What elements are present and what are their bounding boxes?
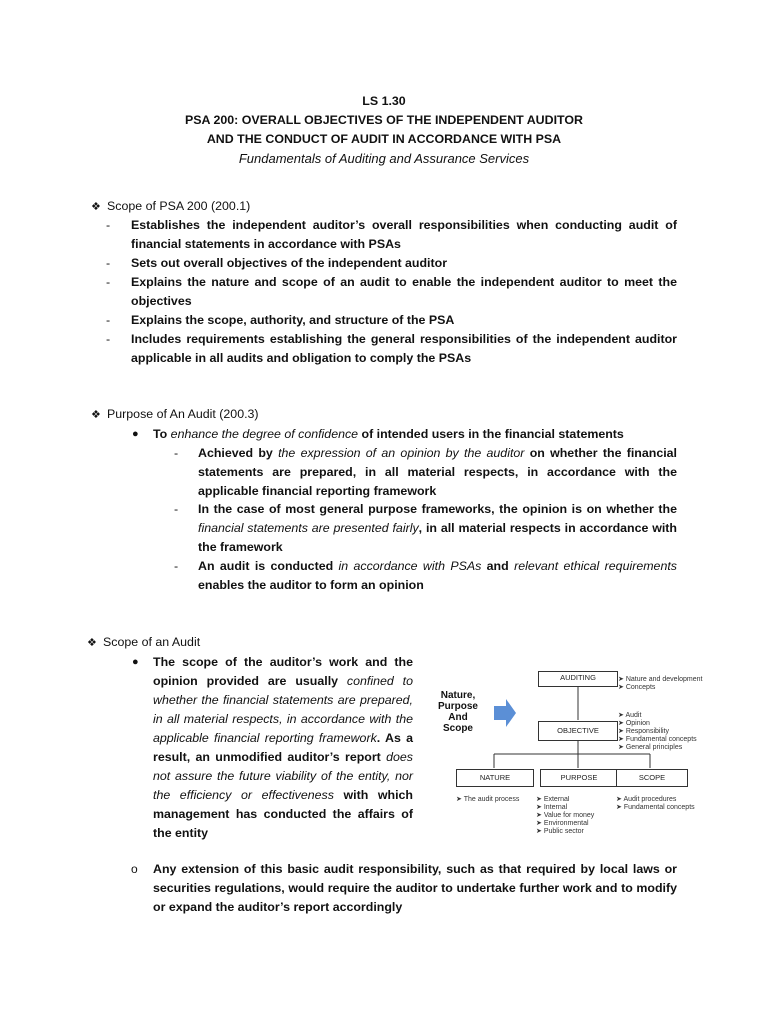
- heading-text: Purpose of An Audit (200.3): [107, 407, 259, 421]
- dash-icon: -: [174, 446, 179, 460]
- sub-item: Achieved by the expression of an opinion by the auditor on whether the financial statements are prepared, in all material respects, in accordance with the applicable financial reporting framework: [198, 446, 677, 498]
- bullet-item: The scope of the auditor’s work and the opinion provided are usually confined to whether the financial statements are prepared, in all material respects, in accordance with the applicable financial reporting framework. As a result, an unmodified auditor’s report does not assure the future viability of the entity, nor the efficiency or effectiveness with which management has conducted the affairs of the entity: [153, 655, 413, 840]
- auditing-list: ➤ Nature and development ➤ Concepts: [618, 676, 703, 691]
- purpose-box: PURPOSE: [540, 769, 618, 787]
- auditing-box: AUDITING: [538, 671, 618, 687]
- bullet-icon: ●: [132, 428, 139, 440]
- dash-icon: -: [106, 332, 111, 346]
- bullet-icon: ●: [132, 656, 139, 668]
- sub-item: Any extension of this basic audit responsibility, such as that required by local laws or securities regulations, would require the auditor to undertake further work and to modify or expand the auditor’s report accordingly: [153, 862, 677, 914]
- scope-box: SCOPE: [616, 769, 688, 787]
- section-heading-scope-psa: [91, 197, 250, 217]
- arrow-right-icon: [494, 699, 516, 727]
- title-line-1: PSA 200: OVERALL OBJECTIVES OF THE INDEPENDENT AUDITOR: [185, 113, 583, 127]
- nature-box: NATURE: [456, 769, 534, 787]
- section-heading-scope-audit: [87, 633, 200, 653]
- diamond-bullet-icon: ❖: [91, 201, 101, 213]
- objective-list: ➤ Audit ➤ Opinion ➤ Responsibility ➤ Fundamental concepts ➤ General principles: [618, 712, 697, 751]
- bullet-item: To enhance the degree of confidence of intended users in the financial statements: [153, 427, 624, 441]
- section-heading-purpose: [91, 405, 259, 425]
- list-item: Explains the nature and scope of an audit to enable the independent auditor to meet the objectives: [131, 275, 677, 308]
- dash-icon: -: [106, 218, 111, 232]
- dash-icon: -: [106, 275, 111, 289]
- scope-list: ➤ Audit procedures ➤ Fundamental concepts: [616, 796, 695, 811]
- title-line-2: AND THE CONDUCT OF AUDIT IN ACCORDANCE WITH PSA: [206, 132, 562, 146]
- audit-diagram: [432, 662, 722, 834]
- sub-item: In the case of most general purpose frameworks, the opinion is on whether the financial statements are presented fairly, in all material respects in accordance with the framework: [198, 502, 678, 554]
- dash-icon: -: [174, 559, 179, 573]
- dash-icon: -: [106, 313, 111, 327]
- heading-text: Scope of PSA 200 (200.1): [107, 199, 251, 213]
- sub-item: An audit is conducted in accordance with PSAs and relevant ethical requirements enables the auditor to form an opinion: [198, 559, 677, 592]
- circle-bullet-icon: o: [131, 862, 138, 876]
- objective-box: OBJECTIVE: [538, 721, 618, 741]
- diagram-left-label: Nature, Purpose And Scope: [437, 690, 478, 734]
- diamond-bullet-icon: ❖: [87, 637, 97, 649]
- dash-icon: -: [106, 256, 111, 270]
- diamond-bullet-icon: ❖: [91, 409, 101, 421]
- list-item: Explains the scope, authority, and structure of the PSA: [131, 313, 455, 327]
- nature-list: ➤ The audit process: [456, 796, 520, 803]
- subtitle: Fundamentals of Auditing and Assurance Services: [238, 151, 530, 166]
- list-item: Includes requirements establishing the general responsibilities of the independent auditor applicable in all audits and obligation to comply the PSAs: [131, 332, 677, 365]
- lesson-code: LS 1.30: [362, 94, 406, 108]
- dash-icon: -: [174, 502, 179, 516]
- purpose-list: ➤ External ➤ Internal ➤ Value for money ➤ Environmental ➤ Public sector: [536, 796, 595, 834]
- heading-text: Scope of an Audit: [103, 635, 201, 649]
- list-item: Establishes the independent auditor’s overall responsibilities when conducting audit of financial statements in accordance with PSAs: [131, 218, 677, 251]
- list-item: Sets out overall objectives of the independent auditor: [131, 256, 448, 270]
